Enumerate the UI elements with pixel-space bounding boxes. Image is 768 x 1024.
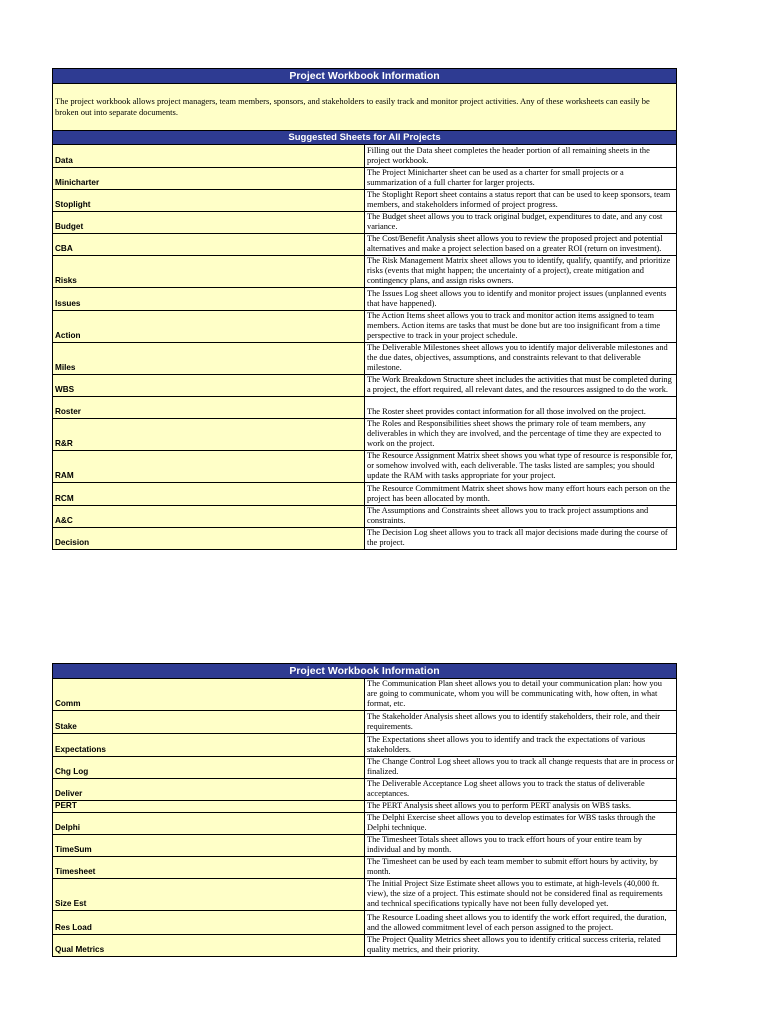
- table-row: [53, 528, 677, 550]
- sheet-name-cell: Timesheet: [53, 857, 365, 879]
- sheet-description-cell: The Roster sheet provides contact information for all those involved on the project.: [365, 397, 677, 419]
- sheet-description-cell: The Resource Assignment Matrix sheet shows you what type of resource is responsible for, or somehow involved with, each deliverable. The tasks listed are samples; you should update the RAM with tasks appropriate for your project.: [365, 451, 677, 483]
- sheet-description-cell: The Assumptions and Constraints sheet allows you to track project assumptions and constraints.: [365, 506, 677, 528]
- sheet-name-cell: Action: [53, 311, 365, 343]
- sheet-description-cell: The Work Breakdown Structure sheet includes the activities that must be completed during a project, the effort required, all relevant dates, and the resources assigned to do the work.: [365, 375, 677, 397]
- sheet-description-cell: The Stoplight Report sheet contains a status report that can be used to keep sponsors, team members, and stakeholders informed of project progress.: [365, 190, 677, 212]
- sheet-name-cell: CBA: [53, 234, 365, 256]
- table-row: [53, 234, 677, 256]
- sheet-name-cell: Res Load: [53, 911, 365, 935]
- section-header: Suggested Sheets for All Projects: [53, 131, 677, 145]
- workbook-info-table-2: [52, 663, 677, 957]
- sheet-description-cell: The Stakeholder Analysis sheet allows you to identify stakeholders, their role, and their requirements.: [365, 711, 677, 734]
- table-row: [53, 734, 677, 757]
- table-row: [53, 311, 677, 343]
- sheet-name-cell: Expectations: [53, 734, 365, 757]
- table-row: [53, 813, 677, 835]
- table-row: [53, 375, 677, 397]
- sheet-description-cell: The PERT Analysis sheet allows you to perform PERT analysis on WBS tasks.: [365, 801, 677, 813]
- sheet-description-cell: The Delphi Exercise sheet allows you to develop estimates for WBS tasks through the Delphi technique.: [365, 813, 677, 835]
- table-row: [53, 779, 677, 801]
- sheet-name-cell: Qual Metrics: [53, 935, 365, 957]
- table-row: [53, 879, 677, 911]
- table-row: [53, 190, 677, 212]
- sheet-description-cell: The Communication Plan sheet allows you to detail your communication plan: how you are going to communicate, whom you will be communicating with, how often, in what format, etc.: [365, 679, 677, 711]
- sheet-name-cell: Risks: [53, 256, 365, 288]
- table-row: [53, 168, 677, 190]
- sheet-description-cell: The Issues Log sheet allows you to identify and monitor project issues (unplanned events that have happened).: [365, 288, 677, 311]
- sheet-name-cell: Miles: [53, 343, 365, 375]
- sheet-name-cell: Roster: [53, 397, 365, 419]
- table-row: [53, 935, 677, 957]
- sheet-name-cell: Issues: [53, 288, 365, 311]
- sheet-name-cell: Minicharter: [53, 168, 365, 190]
- table-title: Project Workbook Information: [53, 69, 677, 84]
- sheet-description-cell: The Budget sheet allows you to track original budget, expenditures to date, and any cost variance.: [365, 212, 677, 234]
- table-row: [53, 835, 677, 857]
- table-row: [53, 256, 677, 288]
- table-row: [53, 483, 677, 506]
- sheet-name-cell: RAM: [53, 451, 365, 483]
- sheet-name-cell: Data: [53, 145, 365, 168]
- table-title: Project Workbook Information: [53, 664, 677, 679]
- sheet-description-cell: The Roles and Responsibilities sheet shows the primary role of team members, any deliverables in which they are involved, and the percentage of time they are expected to work on the project.: [365, 419, 677, 451]
- table-row: [53, 757, 677, 779]
- sheet-name-cell: Chg Log: [53, 757, 365, 779]
- workbook-info-table-1: [52, 68, 677, 550]
- sheet-name-cell: PERT: [53, 801, 365, 813]
- sheet-description-cell: The Action Items sheet allows you to track and monitor action items assigned to team members. Action items are tasks that must be done but are too insignificant from a time perspective to track in your project schedule.: [365, 311, 677, 343]
- table-row: [53, 711, 677, 734]
- table-row: [53, 801, 677, 813]
- table-row: [53, 911, 677, 935]
- sheet-name-cell: Budget: [53, 212, 365, 234]
- table-row: [53, 397, 677, 419]
- sheet-description-cell: The Risk Management Matrix sheet allows you to identify, qualify, quantify, and prioritize risks (events that might happen; the uncertainty of a project), create mitigation and contingency plans, and assign risks owners.: [365, 256, 677, 288]
- sheet-description-cell: The Initial Project Size Estimate sheet allows you to estimate, at high-levels (40,000 ft. view), the size of a project. This estimate should not be considered final as requirements and technical specifications typically have not been fully developed yet.: [365, 879, 677, 911]
- sheet-name-cell: Stoplight: [53, 190, 365, 212]
- table-row: [53, 419, 677, 451]
- table-row: [53, 679, 677, 711]
- sheet-description-cell: The Timesheet can be used by each team member to submit effort hours by activity, by month.: [365, 857, 677, 879]
- sheet-description-cell: The Decision Log sheet allows you to track all major decisions made during the course of the project.: [365, 528, 677, 550]
- intro-text: The project workbook allows project managers, team members, sponsors, and stakeholders to easily track and monitor project activities. Any of these worksheets can easily be broken out into separate documents.: [53, 84, 677, 131]
- table-row: [53, 212, 677, 234]
- sheet-description-cell: The Expectations sheet allows you to identify and track the expectations of various stakeholders.: [365, 734, 677, 757]
- table-row: [53, 145, 677, 168]
- sheet-name-cell: Size Est: [53, 879, 365, 911]
- sheet-description-cell: The Change Control Log sheet allows you to track all change requests that are in process or finalized.: [365, 757, 677, 779]
- sheet-name-cell: RCM: [53, 483, 365, 506]
- table-row: [53, 857, 677, 879]
- sheet-name-cell: Delphi: [53, 813, 365, 835]
- sheet-description-cell: The Deliverable Acceptance Log sheet allows you to track the status of deliverable acceptances.: [365, 779, 677, 801]
- sheet-description-cell: The Resource Commitment Matrix sheet shows how many effort hours each person on the project has been allocated by month.: [365, 483, 677, 506]
- sheet-description-cell: The Cost/Benefit Analysis sheet allows you to review the proposed project and potential alternatives and make a project selection based on a greater ROI (return on investment).: [365, 234, 677, 256]
- sheet-name-cell: Stake: [53, 711, 365, 734]
- sheet-name-cell: R&R: [53, 419, 365, 451]
- sheet-description-cell: Filling out the Data sheet completes the header portion of all remaining sheets in the project workbook.: [365, 145, 677, 168]
- sheet-description-cell: The Project Minicharter sheet can be used as a charter for small projects or a summarization of a full charter for larger projects.: [365, 168, 677, 190]
- sheet-name-cell: WBS: [53, 375, 365, 397]
- sheet-description-cell: The Deliverable Milestones sheet allows you to identify major deliverable milestones and the due dates, objectives, assumptions, and constraints relevant to that deliverable milestone.: [365, 343, 677, 375]
- sheet-description-cell: The Project Quality Metrics sheet allows you to identify critical success criteria, related quality metrics, and their priority.: [365, 935, 677, 957]
- table-row: [53, 288, 677, 311]
- sheet-name-cell: Decision: [53, 528, 365, 550]
- sheet-name-cell: Deliver: [53, 779, 365, 801]
- sheet-description-cell: The Timesheet Totals sheet allows you to track effort hours of your entire team by individual and by month.: [365, 835, 677, 857]
- sheet-name-cell: Comm: [53, 679, 365, 711]
- sheet-name-cell: A&C: [53, 506, 365, 528]
- table-row: [53, 506, 677, 528]
- sheet-name-cell: TimeSum: [53, 835, 365, 857]
- table-row: [53, 343, 677, 375]
- table-row: [53, 451, 677, 483]
- sheet-description-cell: The Resource Loading sheet allows you to identify the work effort required, the duration, and the allowed commitment level of each person assigned to the project.: [365, 911, 677, 935]
